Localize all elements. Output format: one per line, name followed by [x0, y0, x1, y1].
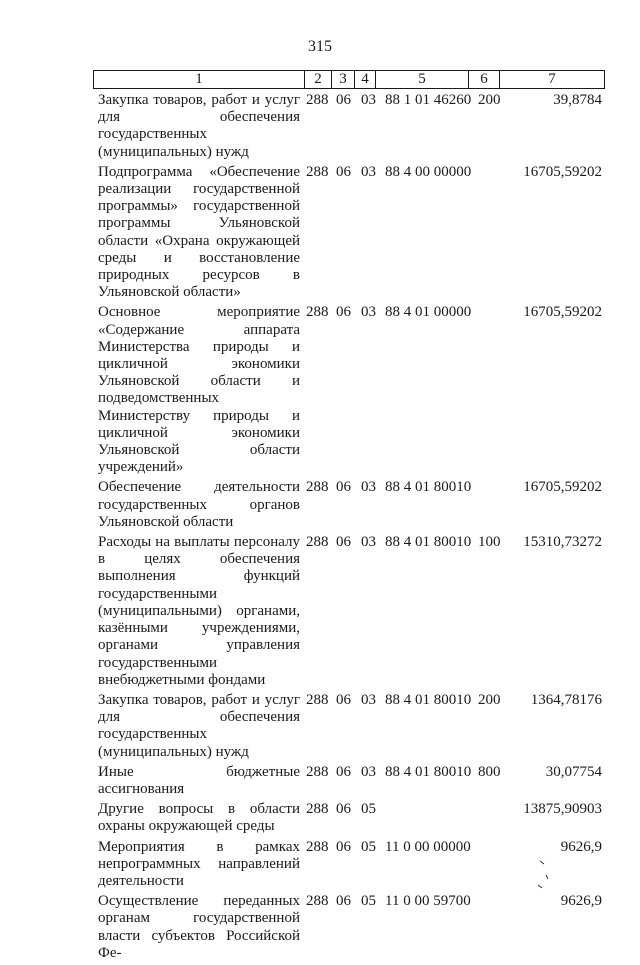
row-ministry-code: 288: [306, 838, 329, 855]
row-section-code: 06: [336, 304, 351, 321]
table-row: [0, 893, 640, 962]
row-description: Мероприятия в рамках непрограммных направлений деятельности: [98, 838, 300, 889]
row-description: Расходы на выплаты персоналу в целях обеспечения выполнения функций государственными (муниципальными) органами, казёнными учреждениями, органами управления государственными внебюджетными фондами: [98, 534, 300, 688]
row-section-code: 06: [336, 691, 351, 708]
row-section-code: 06: [336, 763, 351, 780]
row-ministry-code: 288: [306, 893, 329, 910]
row-ministry-code: 288: [306, 534, 329, 551]
row-ministry-code: 288: [306, 92, 329, 108]
row-subsection-code: 03: [361, 763, 376, 780]
table-row: [0, 692, 640, 761]
row-ministry-code: 288: [306, 801, 329, 818]
row-target-article: 88 4 00 00000: [385, 163, 472, 180]
header-col-4: 4: [355, 71, 376, 89]
row-section-code: 06: [336, 163, 351, 180]
row-subsection-code: 03: [361, 479, 376, 496]
row-subsection-code: 03: [361, 691, 376, 708]
header-col-2: 2: [305, 71, 332, 89]
table-header: [93, 70, 605, 89]
header-col-1: 1: [94, 71, 305, 89]
header-col-7: 7: [500, 71, 605, 89]
page-number: 315: [308, 38, 332, 55]
row-amount: 9626,9: [560, 838, 602, 855]
row-description: Иные бюджетные ассигнования: [98, 763, 300, 797]
row-expense-type: 200: [478, 92, 501, 108]
row-description: Закупка товаров, работ и услуг для обеспечения государственных (муниципальных) нужд: [98, 691, 300, 760]
row-subsection-code: 03: [361, 92, 376, 108]
row-ministry-code: 288: [306, 163, 329, 180]
row-section-code: 06: [336, 801, 351, 818]
table-row: [0, 764, 640, 798]
row-target-article: 11 0 00 59700: [385, 893, 471, 910]
row-amount: 1364,78176: [530, 691, 602, 708]
budget-table-body: [0, 92, 640, 965]
row-target-article: 88 4 01 00000: [385, 304, 472, 321]
header-col-6: 6: [469, 71, 500, 89]
row-amount: 13875,90903: [523, 801, 602, 818]
row-amount: 16705,59202: [523, 163, 602, 180]
row-subsection-code: 05: [361, 893, 376, 910]
row-target-article: 88 4 01 80010: [385, 763, 472, 780]
row-subsection-code: 03: [361, 534, 376, 551]
row-subsection-code: 03: [361, 304, 376, 321]
row-expense-type: 100: [478, 534, 501, 551]
row-amount: 39,8784: [553, 92, 602, 108]
row-section-code: 06: [336, 534, 351, 551]
table-row: [0, 164, 640, 302]
header-col-3: 3: [332, 71, 355, 89]
table-row: [0, 304, 640, 476]
table-row: [0, 534, 640, 689]
row-description: Закупка товаров, работ и услуг для обеспечения государственных (муниципальных) нужд: [98, 92, 300, 160]
row-section-code: 06: [336, 92, 351, 108]
row-expense-type: 800: [478, 763, 501, 780]
row-expense-type: 200: [478, 691, 501, 708]
row-subsection-code: 05: [361, 838, 376, 855]
row-amount: 15310,73272: [523, 534, 602, 551]
row-ministry-code: 288: [306, 763, 329, 780]
row-ministry-code: 288: [306, 479, 329, 496]
row-amount: 16705,59202: [523, 304, 602, 321]
row-subsection-code: 03: [361, 163, 376, 180]
row-section-code: 06: [336, 893, 351, 910]
row-description: Обеспечение деятельности государственных органов Ульяновской области: [98, 479, 300, 530]
header-col-5: 5: [376, 71, 469, 89]
row-section-code: 06: [336, 838, 351, 855]
row-target-article: 88 4 01 80010: [385, 534, 472, 551]
row-amount: 16705,59202: [523, 479, 602, 496]
scan-artifact-marks: [530, 855, 560, 895]
row-description: Основное мероприятие «Содержание аппарата Министерства природы и цикличной экономики Ульяновской области и подведомственных Министерству природы и цикличной экономики Ульяновской области учреждений»: [98, 304, 300, 476]
row-amount: 9626,9: [560, 893, 602, 910]
row-ministry-code: 288: [306, 691, 329, 708]
row-subsection-code: 05: [361, 801, 376, 818]
row-description: Другие вопросы в области охраны окружающей среды: [98, 801, 300, 835]
row-target-article: 11 0 00 00000: [385, 838, 471, 855]
row-target-article: 88 1 01 46260: [385, 92, 472, 108]
row-section-code: 06: [336, 479, 351, 496]
row-ministry-code: 288: [306, 304, 329, 321]
table-row: [0, 92, 640, 161]
table-row: [0, 479, 640, 531]
row-description: Подпрограмма «Обеспечение реализации государственной программы» государственной программы Ульяновской области «Охрана окружающей среды и восстановление природных ресурсов в Ульяновской области»: [98, 163, 300, 301]
row-description: Осуществление переданных органам государственной власти субъектов Российской Фе-: [98, 893, 300, 961]
row-amount: 30,07754: [545, 763, 602, 780]
row-target-article: 88 4 01 80010: [385, 479, 472, 496]
row-target-article: 88 4 01 80010: [385, 691, 472, 708]
table-row: [0, 801, 640, 835]
